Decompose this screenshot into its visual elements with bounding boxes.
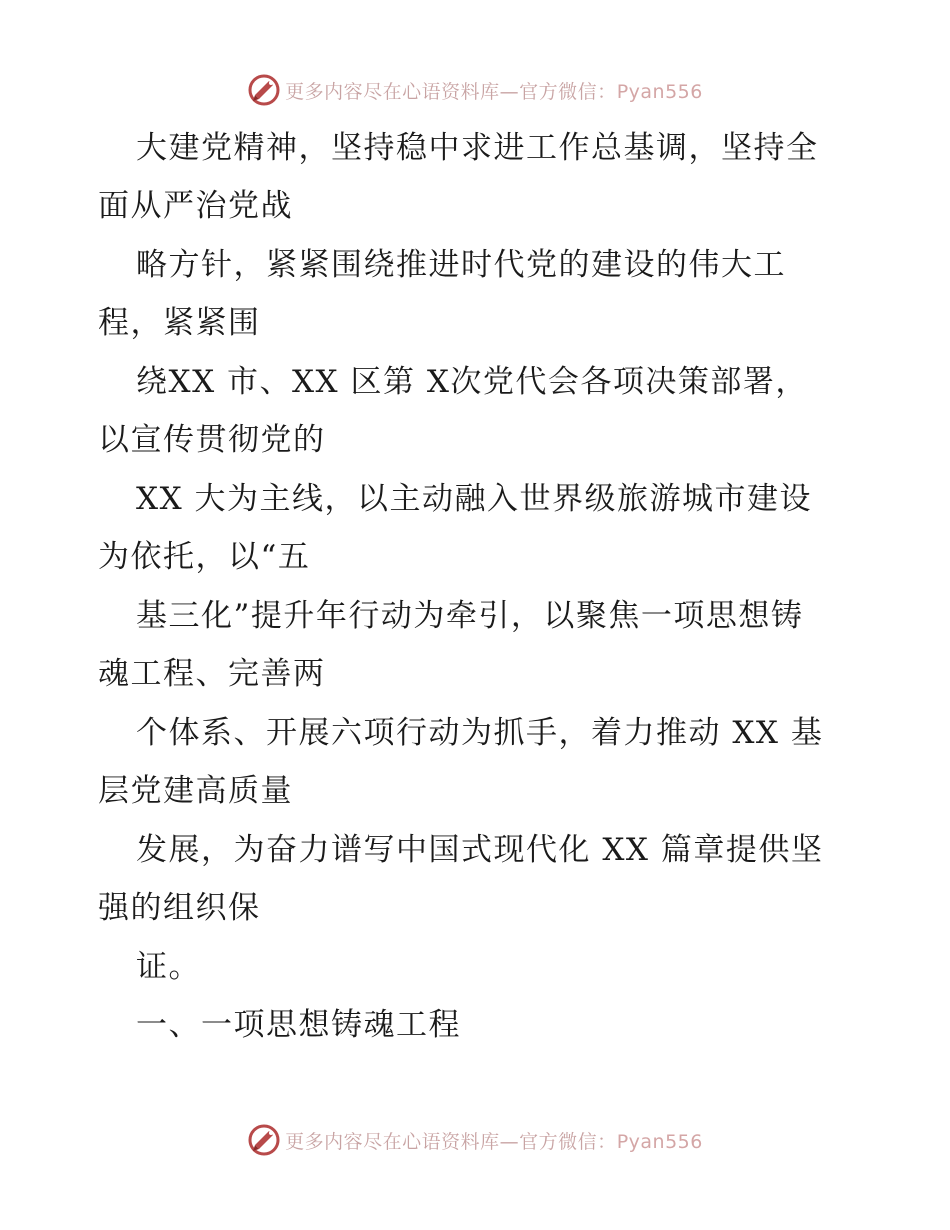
body-line: 发展，为奋力谱写中国式现代化 XX 篇章提供坚 — [136, 832, 824, 868]
body-line: 略方针，紧紧围绕推进时代党的建设的伟大工 — [136, 247, 786, 283]
body-line: 证。 — [136, 949, 201, 985]
body-line: XX 大为主线，以主动融入世界级旅游城市建设 — [136, 481, 812, 517]
body-line: 绕XX 市、XX 区第 X次党代会各项决策部署， — [136, 364, 808, 400]
body-line: 面从严治党战 — [98, 188, 293, 224]
body-line: 大建党精神，坚持稳中求进工作总基调，坚持全 — [136, 130, 819, 166]
watermark-cn: 更多内容尽在心语资料库 — [285, 80, 500, 103]
watermark-contact: 官方微信： — [519, 1130, 617, 1153]
body-line: 魂工程、完善两 — [98, 656, 326, 692]
watermark-cn: 更多内容尽在心语资料库 — [285, 1130, 500, 1153]
watermark-id: Pyan556 — [616, 1130, 703, 1153]
body-line: 以宣传贯彻党的 — [98, 422, 326, 458]
body-line: 基三化”提升年行动为牵引，以聚焦一项思想铸 — [136, 598, 804, 634]
pen-logo-icon — [247, 73, 281, 107]
section-heading: 一、一项思想铸魂工程 — [136, 1007, 461, 1043]
body-line: 个体系、开展六项行动为抓手，着力推动 XX 基 — [136, 715, 824, 751]
watermark-text — [285, 77, 703, 104]
watermark-id: Pyan556 — [616, 80, 703, 103]
watermark-dash: — — [499, 80, 520, 103]
body-line: 层党建高质量 — [98, 773, 293, 809]
watermark-text — [285, 1127, 703, 1154]
header-watermark — [0, 70, 950, 110]
pen-logo-icon — [247, 1123, 281, 1157]
body-line: 程，紧紧围 — [98, 305, 261, 341]
footer-watermark — [0, 1120, 950, 1160]
watermark-contact: 官方微信： — [519, 80, 617, 103]
watermark-dash: — — [499, 1130, 520, 1153]
body-line: 强的组织保 — [98, 890, 261, 926]
body-line: 为依托，以“五 — [98, 539, 311, 575]
